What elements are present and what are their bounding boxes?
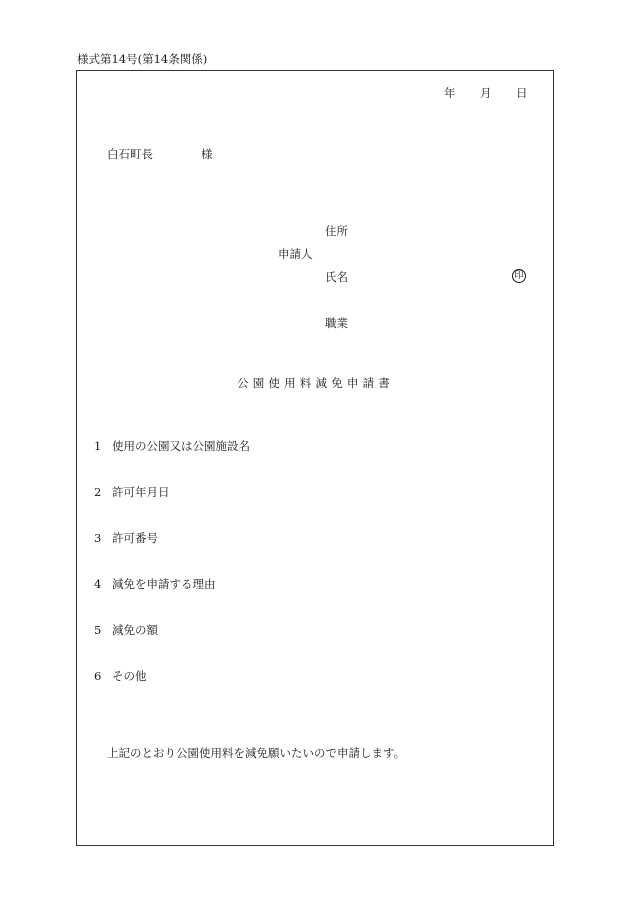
item-label: 許可番号 [112, 531, 158, 545]
list-item [94, 441, 250, 453]
item-number: 6 [94, 669, 102, 683]
item-number: 4 [94, 577, 102, 591]
addressee-honorific: 様 [201, 147, 213, 161]
item-label: 使用の公園又は公園施設名 [112, 439, 250, 453]
item-number: 5 [94, 623, 102, 637]
date-day-label: 日 [516, 86, 528, 100]
addressee-name: 白石町長 [107, 147, 153, 161]
item-label: 許可年月日 [112, 485, 170, 499]
list-item [94, 671, 147, 683]
date-year-label: 年 [444, 86, 456, 100]
document-title: 公園使用料減免申請書 [237, 376, 394, 390]
seal-icon: 印 [512, 269, 526, 283]
form-number: 様式第14号(第14条関係) [77, 52, 208, 66]
item-label: 減免の額 [112, 623, 158, 637]
date-month-label: 月 [480, 86, 492, 100]
applicant-label: 申請人 [278, 247, 313, 261]
form-frame [76, 70, 554, 846]
list-item [94, 579, 216, 591]
list-item [94, 625, 158, 637]
item-number: 2 [94, 485, 102, 499]
item-number: 1 [94, 439, 102, 453]
address-label: 住所 [325, 224, 348, 238]
item-label: 減免を申請する理由 [112, 577, 216, 591]
closing-statement: 上記のとおり公園使用料を減免願いたいので申請します。 [107, 746, 406, 760]
item-number: 3 [94, 531, 102, 545]
name-label: 氏名 [325, 270, 348, 284]
item-label: その他 [112, 669, 147, 683]
occupation-label: 職業 [325, 316, 348, 330]
list-item [94, 533, 158, 545]
list-item [94, 487, 170, 499]
